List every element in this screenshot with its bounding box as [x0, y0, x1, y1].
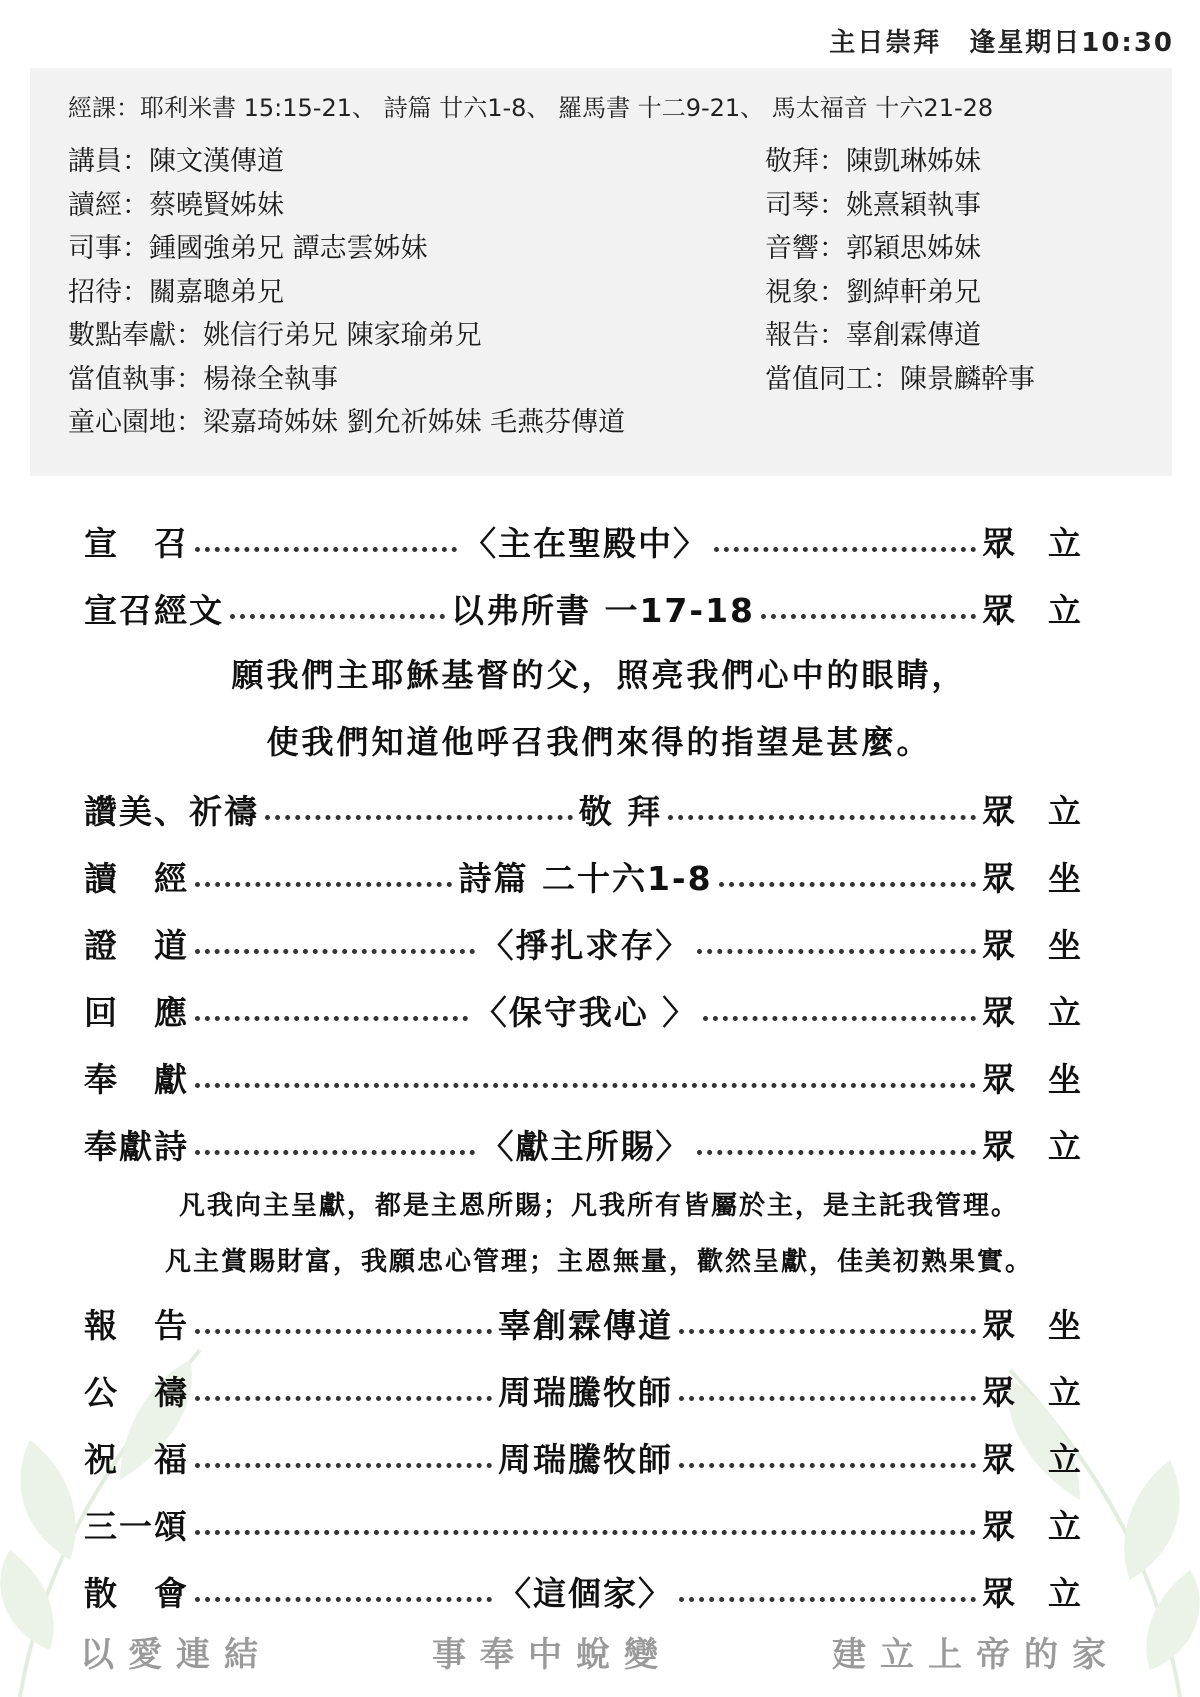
item-name: 公 禱	[84, 1373, 189, 1412]
leader-dots	[195, 1396, 492, 1401]
item-detail: 以弗所書 一17-18	[450, 591, 756, 630]
scripture-verse-line: 願我們主耶穌基督的父，照亮我們心中的眼睛，	[231, 656, 967, 694]
staff-item: 當值執事：楊祿全執事	[68, 363, 338, 395]
motto-phrase: 以愛連結	[80, 1635, 272, 1675]
staff-item: 講員：陳文漢傳道	[68, 146, 284, 177]
church-motto	[0, 1627, 1200, 1676]
service-item-pastoral-prayer	[84, 1357, 1114, 1424]
service-item-call-scripture	[84, 575, 1114, 642]
leader-dots	[195, 1150, 475, 1155]
leader-dots	[719, 882, 976, 887]
item-detail: 〈保守我心 〉	[473, 993, 698, 1032]
info-panel	[30, 68, 1172, 476]
motto-phrase: 建立上帝的家	[832, 1635, 1120, 1675]
order-of-service	[84, 508, 1114, 1625]
hymn-lyric-line: 凡我向主呈獻，都是主恩所賜；凡我所有皆屬於主，是主託我管理。	[178, 1191, 1019, 1221]
staff-list-left	[68, 140, 625, 445]
service-item-sermon	[84, 910, 1114, 977]
item-detail: 周瑞騰牧師	[498, 1440, 673, 1479]
staff-item: 音響：郭穎思姊妹	[765, 233, 981, 264]
staff-item: 數點奉獻：姚信行弟兄 陳家瑜弟兄	[68, 320, 482, 351]
staff-item: 司琴：姚熹穎執事	[765, 189, 981, 221]
staff-item: 招待：關嘉聰弟兄	[68, 276, 284, 308]
item-posture: 眾 立	[982, 1574, 1081, 1613]
item-name: 三一頌	[84, 1507, 189, 1546]
leader-dots	[679, 1396, 976, 1401]
item-name: 讀 經	[84, 859, 189, 898]
item-posture: 眾 坐	[982, 1306, 1081, 1345]
item-posture: 眾 立	[982, 1440, 1081, 1479]
service-item-reading	[84, 843, 1114, 910]
staff-item: 敬拜：陳凱琳姊妹	[765, 146, 981, 177]
leader-dots	[697, 1150, 977, 1155]
item-posture: 眾 立	[982, 524, 1081, 563]
staff-item: 當值同工：陳景麟幹事	[765, 363, 1035, 395]
item-posture: 眾 立	[982, 1373, 1081, 1412]
leader-dots	[195, 1083, 976, 1088]
service-item-call-to-worship	[84, 508, 1114, 575]
service-item-doxology	[84, 1491, 1114, 1558]
staff-item: 童心園地：梁嘉琦姊妹 劉允祈姊妹 毛燕芬傳道	[68, 407, 626, 438]
leader-dots	[679, 1597, 976, 1602]
leader-dots	[195, 1530, 976, 1535]
service-item-benediction	[84, 1424, 1114, 1491]
leader-dots	[265, 815, 573, 820]
hymn-lyric-line: 凡主賞賜財富，我願忠心管理；主恩無量，歡然呈獻，佳美初熟果實。	[164, 1247, 1033, 1277]
item-posture: 眾 立	[982, 591, 1081, 630]
item-posture: 眾 坐	[982, 859, 1082, 898]
item-posture: 眾 立	[982, 993, 1081, 1032]
item-posture: 眾 坐	[982, 926, 1081, 965]
leader-dots	[195, 1329, 492, 1334]
leader-dots	[230, 614, 445, 619]
staff-item: 報告：辜創霖傳道	[765, 320, 981, 351]
item-detail: 〈掙扎求存〉	[480, 926, 691, 965]
scripture-lessons: 經課：耶利米書 15:15-21、 詩篇 廿六1-8、 羅馬書 十二9-21、 馬太福音 十六21-28	[68, 94, 994, 122]
item-detail: 〈這個家〉	[498, 1574, 673, 1613]
item-detail: 辜創霖傳道	[498, 1306, 673, 1345]
item-posture: 眾 立	[982, 792, 1081, 831]
service-item-offering-hymn	[84, 1111, 1114, 1178]
leader-dots	[195, 547, 457, 552]
staff-item: 視象：劉綽軒弟兄	[765, 276, 981, 308]
motto-phrase: 事奉中蛻變	[432, 1635, 672, 1675]
service-item-announcements	[84, 1290, 1114, 1357]
item-name: 讚美、祈禱	[84, 792, 259, 831]
scripture-verse-line: 使我們知道他呼召我們來得的指望是甚麼。	[266, 723, 932, 761]
item-detail: 敬 拜	[578, 792, 663, 831]
service-time-header: 主日崇拜 逢星期日10:30	[829, 28, 1174, 58]
item-detail: 〈主在聖殿中〉	[463, 524, 708, 563]
item-detail: 〈獻主所賜〉	[480, 1127, 691, 1166]
leader-dots	[761, 614, 976, 619]
item-name: 散 會	[84, 1574, 189, 1613]
leader-dots	[697, 949, 977, 954]
item-posture: 眾 立	[982, 1507, 1081, 1546]
leader-dots	[668, 815, 976, 820]
item-name: 證 道	[84, 926, 189, 965]
item-posture: 眾 坐	[982, 1060, 1081, 1099]
item-name: 奉獻詩	[84, 1127, 189, 1166]
leader-dots	[714, 547, 976, 552]
service-item-praise-prayer	[84, 776, 1114, 843]
item-name: 回 應	[84, 993, 189, 1032]
item-detail: 詩篇 二十六1-8	[458, 859, 713, 898]
leader-dots	[195, 1597, 492, 1602]
staff-item: 司事：鍾國強弟兄 譚志雲姊妹	[68, 233, 428, 264]
item-name: 祝 福	[84, 1440, 189, 1479]
service-item-dismissal	[84, 1558, 1114, 1625]
leader-dots	[679, 1329, 976, 1334]
staff-item: 讀經：蔡曉賢姊妹	[68, 189, 284, 221]
staff-list-right	[765, 140, 1035, 401]
service-item-offering	[84, 1044, 1114, 1111]
service-item-response	[84, 977, 1114, 1044]
item-name: 報 告	[84, 1306, 189, 1345]
item-name: 宣召經文	[84, 591, 224, 630]
leader-dots	[679, 1463, 976, 1468]
item-posture: 眾 立	[982, 1127, 1081, 1166]
leader-dots	[195, 1463, 492, 1468]
item-name: 宣 召	[84, 524, 189, 563]
item-name: 奉 獻	[84, 1060, 189, 1099]
leader-dots	[703, 1016, 976, 1021]
item-detail: 周瑞騰牧師	[498, 1373, 673, 1412]
leader-dots	[195, 949, 475, 954]
leader-dots	[195, 882, 452, 887]
leader-dots	[195, 1016, 468, 1021]
